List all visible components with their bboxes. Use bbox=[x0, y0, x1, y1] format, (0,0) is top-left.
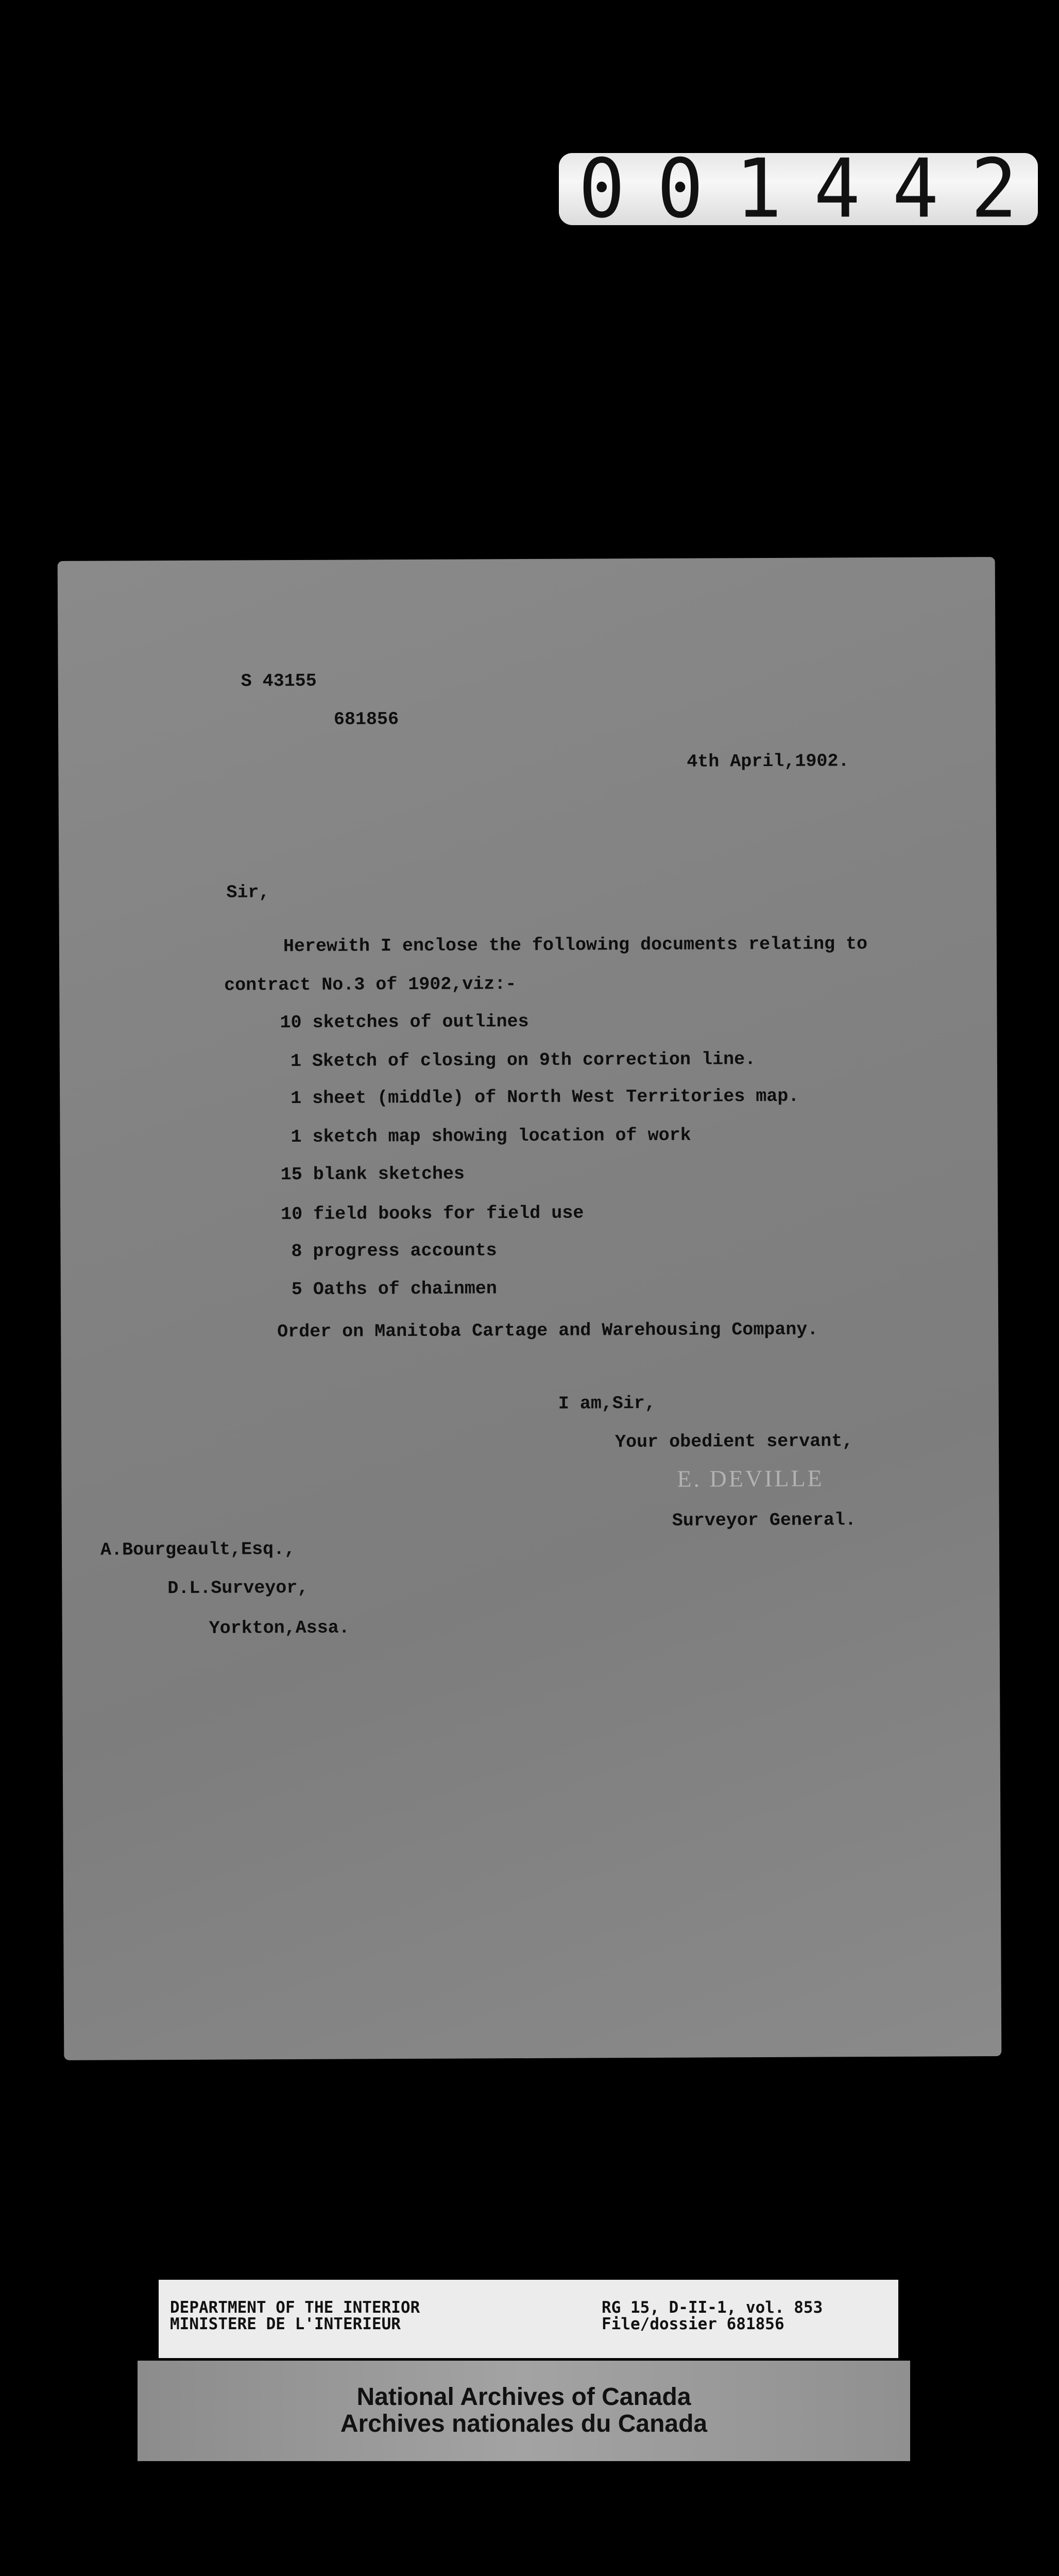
letter-item: 1 sheet (middle) of North West Territories map. bbox=[291, 1086, 799, 1109]
reference-strip bbox=[159, 2280, 898, 2358]
addressee-title: D.L.Surveyor, bbox=[167, 1577, 309, 1599]
dept-name-en: DEPARTMENT OF THE INTERIOR bbox=[170, 2298, 420, 2317]
letter-item: 1 Sketch of closing on 9th correction line. bbox=[290, 1049, 756, 1072]
letter-intro-line-2: contract No.3 of 1902,viz:- bbox=[224, 974, 517, 996]
letter-item: 15 blank sketches bbox=[280, 1163, 465, 1185]
dept-name-fr: MINISTERE DE L'INTERIEUR bbox=[170, 2315, 401, 2333]
letter-closing-2: Your obedient servant, bbox=[615, 1431, 853, 1453]
letter-salutation: Sir, bbox=[226, 882, 270, 903]
file-reference: File/dossier 681856 bbox=[602, 2315, 784, 2333]
letter-item: 5 Oaths of chainmen bbox=[291, 1278, 497, 1300]
letter-order-line: Order on Manitoba Cartage and Warehousing Company. bbox=[277, 1319, 818, 1343]
archives-name-fr: Archives nationales du Canada bbox=[340, 2410, 708, 2437]
letter-intro-line-1: Herewith I enclose the following documents relating to bbox=[283, 934, 868, 957]
archives-name-en: National Archives of Canada bbox=[356, 2383, 691, 2411]
letter-item: 10 sketches of outlines bbox=[280, 1011, 529, 1033]
archives-label bbox=[138, 2361, 910, 2461]
rg-reference: RG 15, D-II-1, vol. 853 bbox=[602, 2298, 823, 2317]
letter-signer-title: Surveyor General. bbox=[672, 1510, 856, 1531]
signature-stamp: E. DEVILLE bbox=[677, 1465, 824, 1492]
letter-item: 1 sketch map showing location of work bbox=[291, 1125, 691, 1148]
letter-item: 10 field books for field use bbox=[281, 1202, 584, 1225]
letter-closing: I am,Sir, bbox=[558, 1393, 656, 1414]
letter-ref-code: S 43155 bbox=[241, 670, 317, 692]
letter-page bbox=[58, 557, 1002, 2060]
addressee-place: Yorkton,Assa. bbox=[209, 1617, 350, 1639]
frame-number-text: 001442 bbox=[578, 142, 1049, 236]
addressee-name: A.Bourgeault,Esq., bbox=[100, 1538, 296, 1561]
letter-item: 8 progress accounts bbox=[291, 1240, 497, 1262]
frame-number-label bbox=[559, 142, 1049, 236]
letter-date: 4th April,1902. bbox=[687, 751, 849, 772]
letter-file-number: 681856 bbox=[333, 709, 399, 730]
